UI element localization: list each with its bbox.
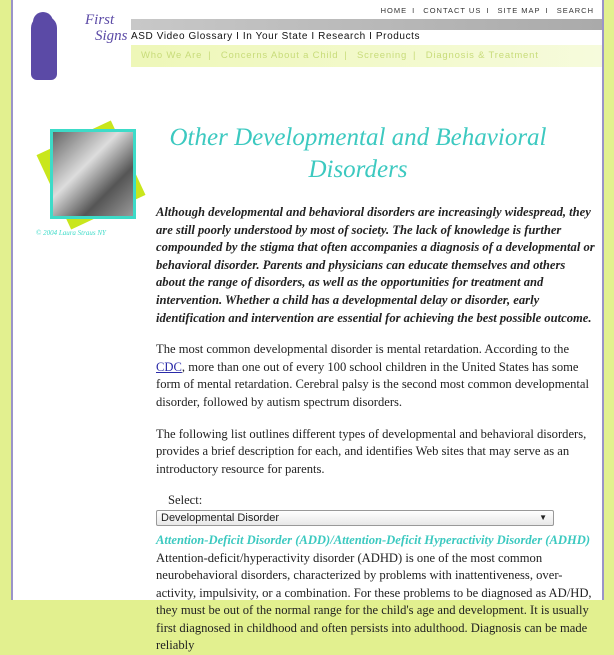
primary-nav: ASD Video Glossary I In Your State I Research I Products bbox=[131, 31, 420, 42]
nav-in-your-state[interactable]: In Your State bbox=[243, 31, 308, 42]
link-search[interactable]: SEARCH bbox=[557, 6, 594, 15]
page-title: Other Developmental and Behavioral Disorders bbox=[158, 122, 558, 186]
nav-products[interactable]: Products bbox=[376, 31, 420, 42]
paragraph-2: The following list outlines different types of developmental and behavioral disorders, provides a brief description for each, and identifies Web sites that may serve as an introductory resource for parents. bbox=[156, 426, 596, 479]
para1-text-end: , more than one out of every 100 school children in the United States has some form of mental retardation. Cerebral palsy is the second most common developmental disorder, followed by autism spectrum disorders. bbox=[156, 360, 589, 409]
paragraph-1 bbox=[156, 341, 596, 411]
nav-asd-video-glossary[interactable]: ASD Video Glossary bbox=[131, 31, 233, 42]
intro-paragraph: Although developmental and behavioral disorders are increasingly widespread, they are still poorly understood by most of society. The lack of knowledge is further compounded by the stigma that often accompanies a diagnosis of a developmental or behavioral disorder. Parents and physicians can educate themselves and others about the range of disorders, as well as the opportunities for treatment and intervention. Whether a child has a developmental delay or disorder, early identification and intervention are essential for achieving the best possible outcome. bbox=[156, 204, 596, 327]
nav-diagnosis[interactable]: Diagnosis & Treatment bbox=[426, 50, 539, 61]
top-links: HOME I CONTACT US I SITE MAP I SEARCH bbox=[381, 6, 594, 15]
child-figure-body bbox=[31, 16, 57, 80]
para1-text: The most common developmental disorder is mental retardation. According to the bbox=[156, 342, 569, 356]
children-photo bbox=[36, 126, 146, 226]
secondary-nav: Who We Are | Concerns About a Child | Screening | Diagnosis & Treatment bbox=[131, 45, 602, 67]
first-signs-logo[interactable] bbox=[21, 10, 141, 80]
main-content bbox=[156, 204, 596, 655]
nav-concerns[interactable]: Concerns About a Child bbox=[221, 50, 338, 61]
nav-screening[interactable]: Screening bbox=[357, 50, 407, 61]
logo-text-2: Signs bbox=[95, 28, 128, 45]
header-bar bbox=[131, 19, 602, 30]
photo-image bbox=[50, 129, 136, 219]
cdc-link[interactable]: CDC bbox=[156, 360, 182, 374]
disorder-type-select[interactable] bbox=[156, 510, 554, 526]
link-sitemap[interactable]: SITE MAP bbox=[498, 6, 541, 15]
link-contact[interactable]: CONTACT US bbox=[423, 6, 481, 15]
select-value: Developmental Disorder bbox=[161, 512, 279, 524]
photo-credit: © 2004 Laura Straus NY bbox=[36, 229, 106, 237]
link-home[interactable]: HOME bbox=[381, 6, 408, 15]
disorder-description: Attention-deficit/hyperactivity disorder (ADHD) is one of the most common neurobehavioral disorders, characterized by problems with inattentiveness, over-activity, impulsivity, or a combination. For these problems to be diagnosed as AD/HD, they must be out of the normal range for the child's age and development. It is usually first diagnosed in childhood and often persists into adulthood. Diagnosis can be made reliably bbox=[156, 550, 596, 655]
nav-who-we-are[interactable]: Who We Are bbox=[141, 50, 202, 61]
dropdown-arrow-icon: ▼ bbox=[539, 511, 547, 525]
select-label: Select: bbox=[168, 492, 596, 510]
disorder-title: Attention-Deficit Disorder (ADD)/Attention-Deficit Hyperactivity Disorder (ADHD) bbox=[156, 532, 596, 550]
page bbox=[11, 0, 604, 600]
nav-research[interactable]: Research bbox=[318, 31, 366, 42]
logo-text-1: First bbox=[85, 12, 114, 29]
